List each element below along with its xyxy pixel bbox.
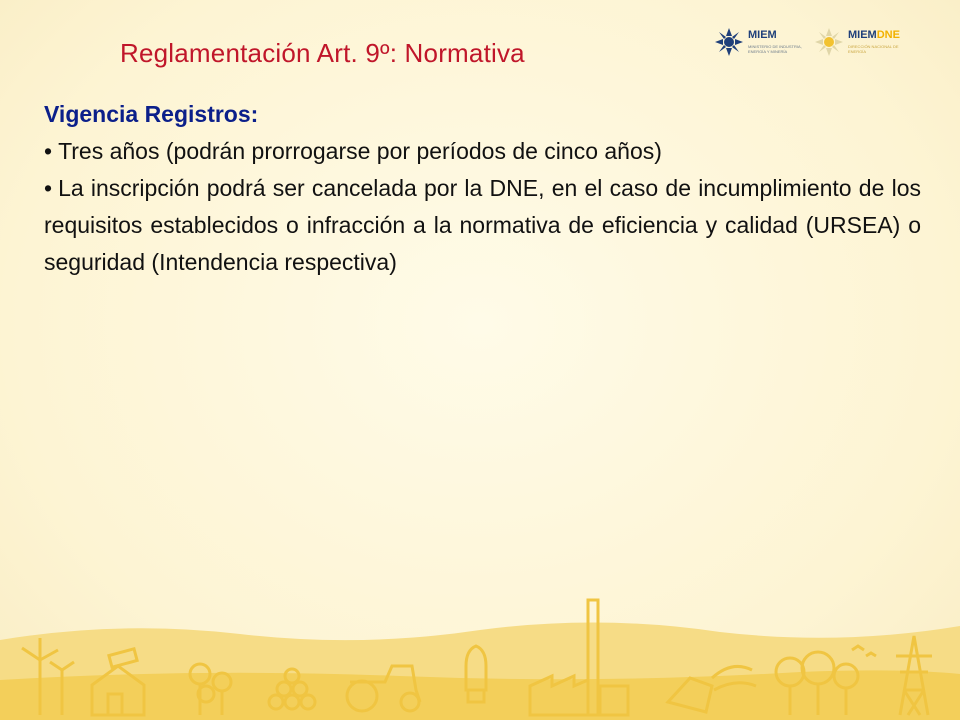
dne-emblem-icon — [814, 27, 844, 57]
bullet-item — [44, 133, 921, 170]
miem-emblem-icon — [714, 27, 744, 57]
bullet-text: La inscripción podrá ser cancelada por la DNE, en el caso de incumplimiento de los requisitos establecidos o infracción a la normativa de eficiencia y calidad (URSEA) o seguridad (Intendencia respectiva) — [44, 175, 921, 275]
bullet-marker: • — [44, 175, 53, 201]
miem-logo — [714, 20, 804, 64]
logo-group — [714, 20, 914, 64]
section-heading: Vigencia Registros: — [44, 101, 259, 127]
miemdne-logo-main: MIEM — [848, 29, 877, 41]
miemdne-logo — [814, 20, 914, 64]
bullet-text: Tres años (podrán prorrogarse por períodos de cinco años) — [58, 138, 662, 164]
bullet-item — [44, 170, 921, 281]
miemdne-logo-accent: DNE — [876, 29, 900, 41]
miem-logo-subtitle: MINISTERIO DE INDUSTRIA, ENERGÍA Y MINERÍA — [748, 44, 802, 54]
miemdne-logo-subtitle: DIRECCIÓN NACIONAL DE ENERGÍA — [848, 44, 899, 54]
content-body — [44, 96, 921, 281]
bullet-marker: • — [44, 138, 53, 164]
miemdne-logo-text — [848, 29, 900, 41]
page-title: Reglamentación Art. 9º: Normativa — [120, 38, 525, 68]
miem-logo-text: MIEM — [748, 29, 777, 41]
footer-illustration — [0, 590, 960, 720]
